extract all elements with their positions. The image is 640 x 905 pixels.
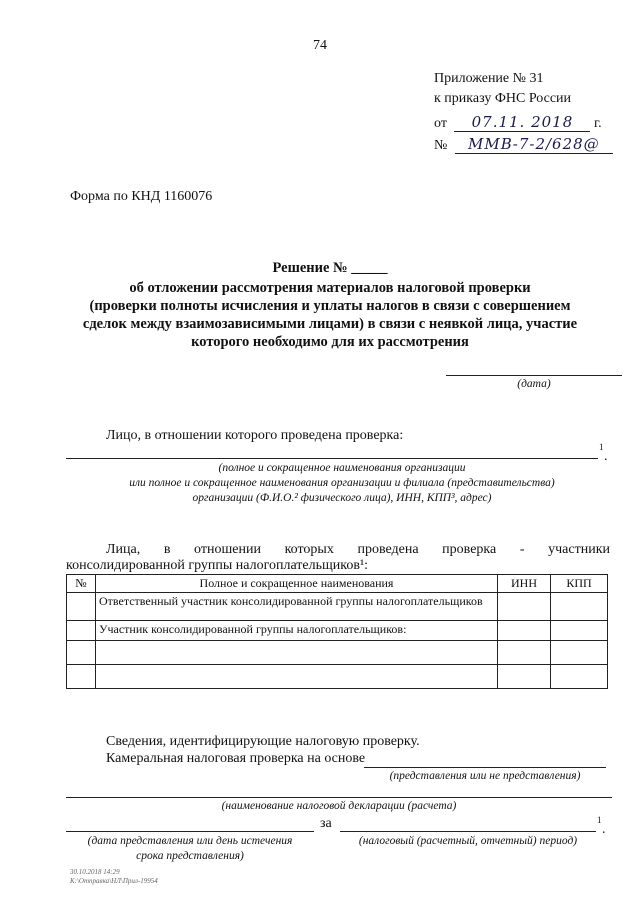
submission-date-line — [66, 831, 314, 832]
table-row — [67, 665, 608, 689]
print-stamp — [70, 868, 158, 886]
person-line — [66, 458, 598, 459]
participants-intro-1: Лица, в отношении которых проведена проверка - участники — [106, 542, 610, 557]
row-number — [67, 593, 96, 621]
table-row — [67, 621, 608, 641]
order-number-row — [434, 135, 613, 154]
row-kpp — [551, 593, 608, 621]
row-name: Участник консолидированной группы налогоплательщиков: — [96, 621, 498, 641]
title-line-2: об отложении рассмотрения материалов налоговой проверки — [129, 280, 531, 296]
row-inn — [498, 621, 551, 641]
table-row — [67, 641, 608, 665]
attachment-line: Приложение № 31 — [434, 71, 544, 86]
period-dot: . — [602, 822, 606, 837]
basis-hint: (представления или не представления) — [389, 770, 581, 782]
decision-title: Решение № _____ — [272, 260, 388, 276]
order-line: к приказу ФНС России — [434, 91, 572, 106]
stamp-line-2: К:\Отправка\НЛ\Прил-19954 — [70, 877, 158, 885]
participants-intro-2: консолидированной группы налогоплательщиков¹: — [66, 558, 369, 573]
title-line-3: (проверки полноты исчисления и уплаты налогов в связи с совершением — [89, 298, 571, 314]
for-word: за — [320, 816, 332, 831]
audit-info-heading: Сведения, идентифицирующие налоговую проверку. — [106, 734, 420, 749]
row-number — [67, 665, 96, 689]
header-inn: ИНН — [498, 575, 551, 593]
period-footnote: 1 — [597, 815, 602, 825]
row-name: Ответственный участник консолидированной группы налогоплательщиков — [96, 593, 498, 621]
person-period: . — [604, 449, 608, 464]
order-date-handwritten: 07.11. 2018 — [454, 113, 590, 132]
period-hint: (налоговый (расчетный, отчетный) период) — [358, 835, 578, 847]
row-inn — [498, 593, 551, 621]
row-number — [67, 621, 96, 641]
title-line-5: которого необходимо для их рассмотрения — [191, 334, 469, 350]
table-row — [67, 593, 608, 621]
basis-line — [364, 767, 606, 768]
submission-date-hint-1: (дата представления или день истечения — [87, 835, 293, 847]
page-number: 74 — [313, 38, 327, 53]
submission-date-hint-2: срока представления) — [136, 850, 244, 862]
date-prefix: от — [434, 116, 447, 131]
row-kpp — [551, 665, 608, 689]
person-footnote: 1 — [599, 442, 604, 452]
order-number-handwritten: ММВ-7-2/628@ — [455, 135, 613, 154]
stamp-line-1: 30.10.2018 14:29 — [70, 868, 120, 876]
row-kpp — [551, 621, 608, 641]
row-name — [96, 665, 498, 689]
date-line — [446, 375, 622, 376]
date-suffix: г. — [593, 116, 602, 131]
person-hint-1: (полное и сокращенное наименования организации — [218, 462, 466, 474]
form-code: Форма по КНД 1160076 — [70, 189, 213, 204]
audit-basis-text: Камеральная налоговая проверка на основе — [106, 751, 366, 766]
person-label: Лицо, в отношении которого проведена проверка: — [106, 428, 404, 443]
order-date-row — [434, 113, 602, 132]
header-name: Полное и сокращенное наименования — [96, 575, 498, 593]
person-hint-2: или полное и сокращенное наименования организации и филиала (представительства) — [129, 477, 555, 489]
row-inn — [498, 665, 551, 689]
header-number: № — [67, 575, 96, 593]
declaration-hint: (наименование налоговой декларации (расчета) — [221, 800, 457, 812]
row-inn — [498, 641, 551, 665]
title-line-4: сделок между взаимозависимыми лицами) в связи с неявкой лица, участие — [82, 316, 578, 332]
declaration-line — [66, 797, 612, 798]
participants-table — [66, 574, 608, 689]
table-header-row — [67, 575, 608, 593]
date-hint: (дата) — [517, 378, 551, 390]
number-prefix: № — [434, 138, 448, 153]
period-line — [340, 831, 596, 832]
row-name — [96, 641, 498, 665]
row-kpp — [551, 641, 608, 665]
row-number — [67, 641, 96, 665]
person-hint-3: организации (Ф.И.О.² физического лица), ИНН, КПП³, адрес) — [192, 492, 492, 504]
header-kpp: КПП — [551, 575, 608, 593]
